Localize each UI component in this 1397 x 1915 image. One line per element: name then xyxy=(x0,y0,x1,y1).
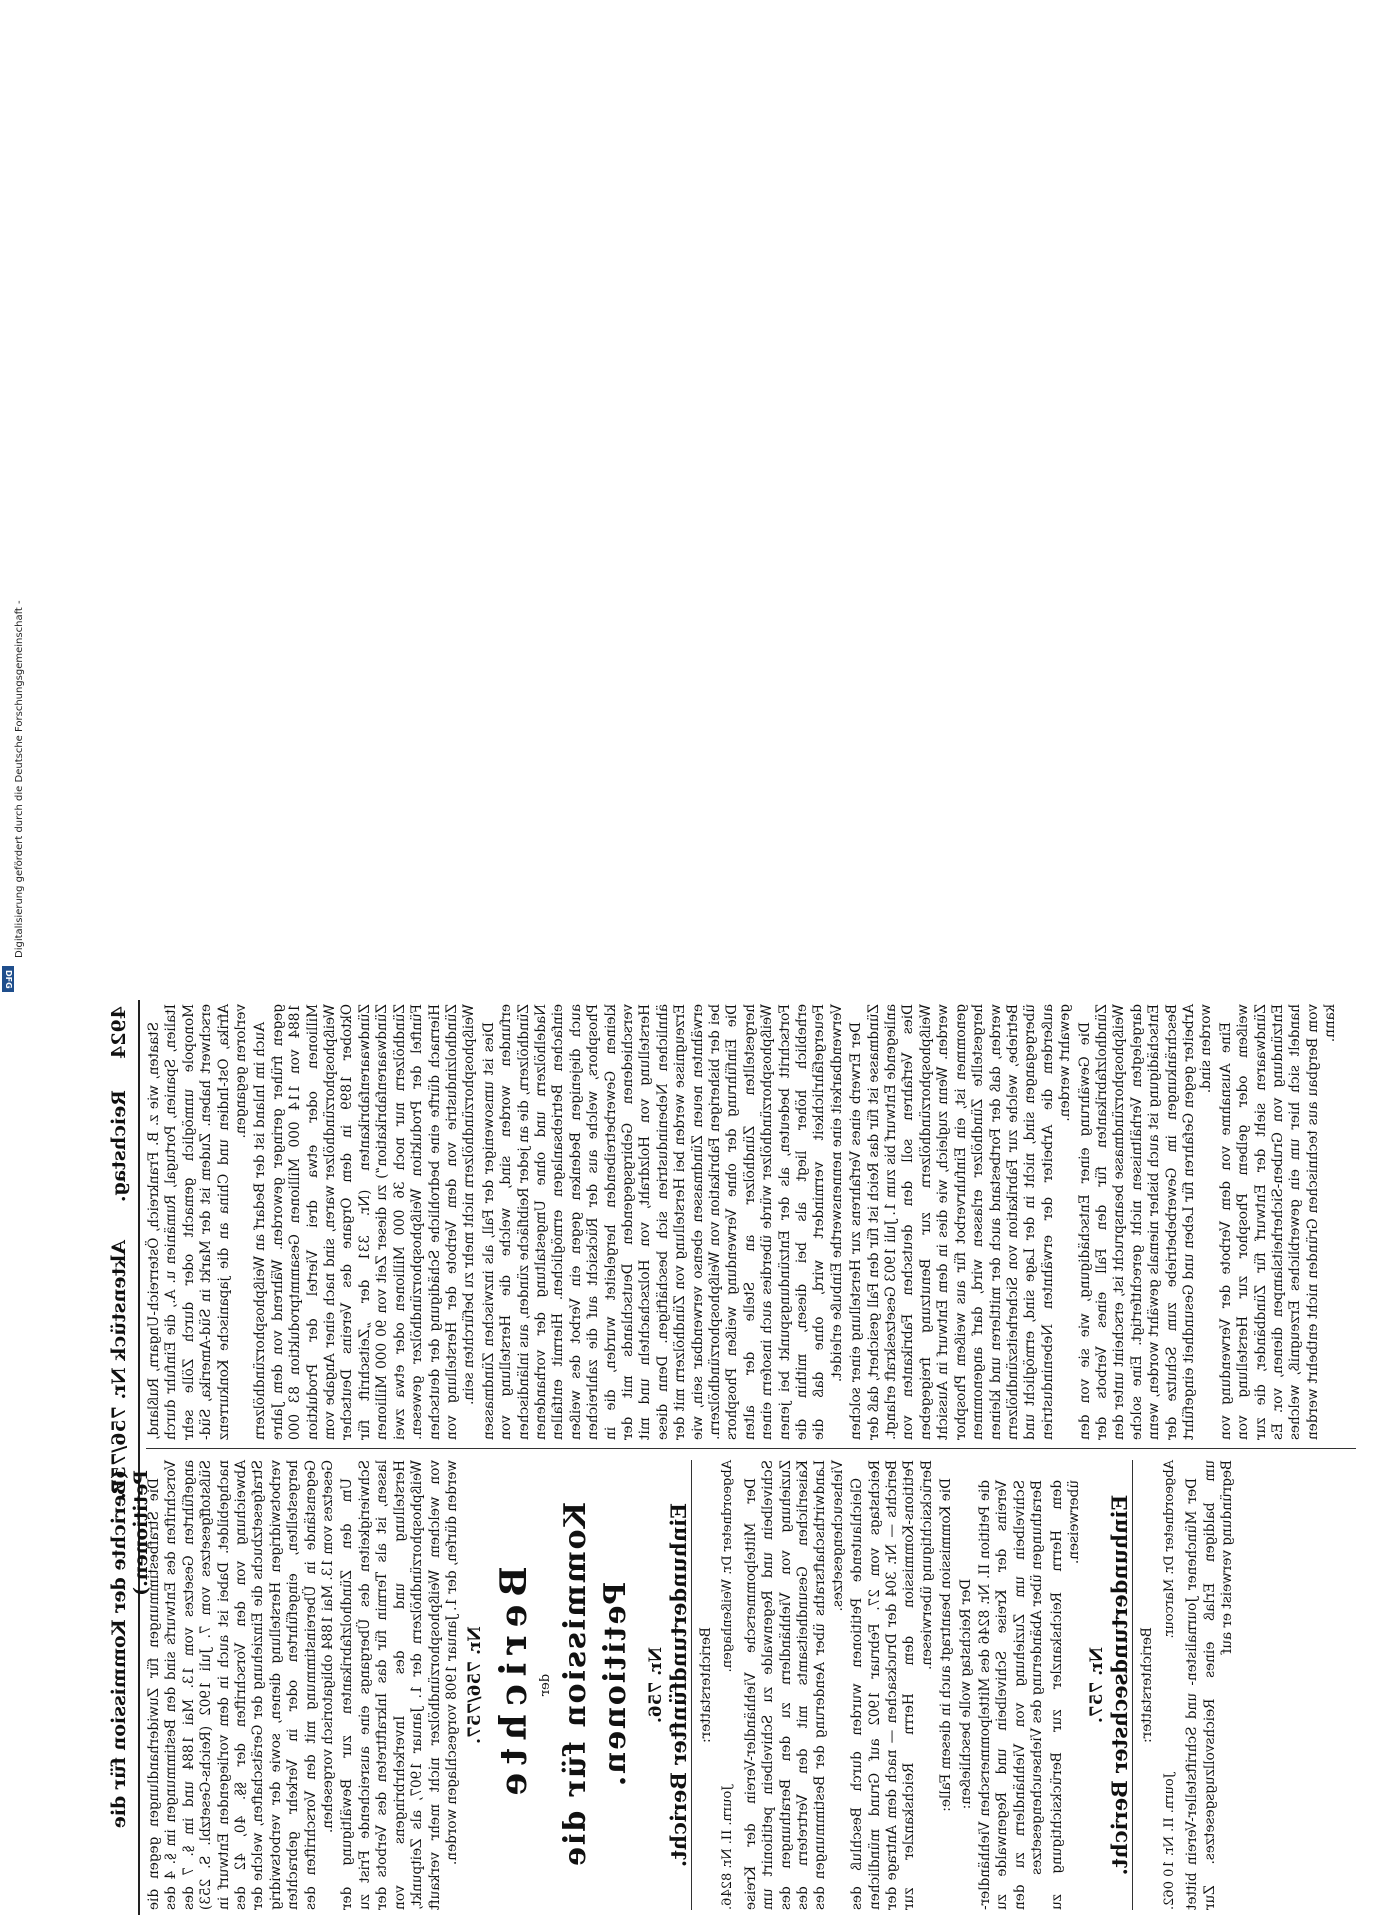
paragraph: die Petition II. Nr. 8246 des Mittelpommerschen Viehhändler-Vereins der Kreise Schivelbein und Regenwalde zu Schivelbein um Zuziehung von Viehhändlern zu den Berathungen über Abänderung des Viehseuchengesetzes xyxy=(977,1480,1046,1910)
paragraph: Gleichlautende Petitionen wurden durch Beschluß des Reichstags vom 27. Februar 1902 auf Grund mündlichen Berichts — Nr. 304 der Drucksachen — nach dem Antrage der Petitions-Kommission dem Herrn Reichskanzler zur Berücksichtigung überwiesen. xyxy=(849,1460,935,1910)
report-nr: Nr. 757. xyxy=(1087,1646,1108,1724)
report-meta xyxy=(719,1460,736,1910)
section-title: Reichstag. xyxy=(108,1090,130,1203)
paragraph: Die Kommission beantragt auch in diesem Falle: xyxy=(938,1478,955,1812)
report-title: Einhundertundfünfter Bericht. xyxy=(670,1460,692,1910)
reporter-name: Abgeordneter Dr. Marcour. xyxy=(1161,1460,1177,1639)
page-header xyxy=(102,1000,152,1915)
document-nr-heading: Nr. 756/757. xyxy=(465,1626,486,1744)
header-title: (Berichte der Kommission für die Petitionen.) xyxy=(108,1470,152,1829)
right-column xyxy=(146,1460,1238,1910)
page-number: 4924 xyxy=(108,1006,130,1059)
paragraph: Die Gewährung einer Entschädigung, wie sie von den Zündholzfabrikanten für den Fall eines Verbots der Weißphosphorzündmasse beansprucht ist, erscheint unter den dargelegten Verhältnissen nicht gerechtfertigt. Eine solche Entschädigung ist auch bisher niemals gewährt worden, wenn Beschränkungen im Gewerbebetriebe zum Schutze der Arbeiter gegen Gefahren für Leben und Gesundheit eingeführt worden sind. xyxy=(1076,1004,1215,1440)
reporter-label: Berichterstatter: xyxy=(1139,1627,1156,1743)
paragraph: dem Herrn Reichskanzler zur Berücksichtigung zu überweisen. xyxy=(1048,1480,1083,1910)
dfg-logo: DFG xyxy=(2,966,14,992)
paragraph: Staaten, wie z. B. Frankreich, Österreich-Ungarn, Rußland, Italien, Spanien, Portugal, Rumänien u. A., die Einfuhr durch Monopole unmöglich gemacht oder durch Zölle sehr erschwert haben. Zudem ist der Markt in Süd-Amerika, Süd-Afrika, Ost-Indien und China an die japanische Konkurrenz verloren gegangen. xyxy=(146,1004,250,1440)
report-nr: Nr. 756. xyxy=(646,1646,667,1724)
paragraph: Der Erwerb eines Verfahrens zur Herstellung einer solchen Zündmasse ist für das Reich ist für den Fall gesichert, daß der anliegende Entwurf bis zum 1. Juli 1903 Gesetzeskraft erlangt. Dies Verfahren soll den deutschen Fabrikanten von Weißphosphorzündhölzern zur Benutzung freigegeben werden. Wenn zugleich, wie dies in dem Entwurf in Aussicht genommen ist, ein Einfuhrverbot für aus weißem Phosphor hergestellte Zündhölzer erlassen wird, darf angenommen werden, daß der Fortbestand auch der mittleren und kleinen Betriebe, welche zur Fabrikation von Sicherheitszündhölzern übergegangen sind, nicht in der Lage sind, ermöglicht und außerdem die Arbeiter der erwähnten Nebenindustrien gewahrt werden. xyxy=(848,1004,1074,1440)
document-number: Aktenstück Nr. 756/757. xyxy=(108,1240,130,1499)
paragraph: Die Strafbestimmungen für Zuwiderhandlungen gegen die Vorschriften des Entwurfs sind den Bestimmungen im §. 4 des angeführten Gesetzes vom 13. Mai 1884 und im §. 7 des Süßstoffgesetzes vom 7. Juli 1902 (Reichs-Gesetzbl. S. 253) nachgebildet. Dabei ist auch in dem vorliegenden Entwurf in Abweichung von den Vorschriften der §§. 40, 42 des Strafgesetzbuchs die Einziehung der Gerätschaften, welche der verbotswidrigen Herstellung dienen, sowie der verbotswidrig hergestellten, eingeführten oder in Verkehr gebrachten Gegenstände in Übereinstimmung mit den Vorschriften des Gesetzes vom 13. Mai 1884 obligatorisch vorgesehen. xyxy=(146,1460,337,1910)
journal-number: Journ. II. Nr. 10 062. xyxy=(1161,1773,1177,1910)
paragraph: Auch im Inland ist der Bedarf an Weißphosphorzündhölzern gegen früher geringer geworden. Während von dem Jahre 1884 von 114 000 Millionen Gesammtproduktion 83 000 Millionen oder etwa drei Viertel der Produktion Weißphosphorzündhölzer waren, sind nach einer Angabe vom Oktober 1899 in dem Organe des Vereins Deutscher Zündwaarenfabrikanten (Nr. 331 der „Zeitschrift für Zündwaarenfabrikation“) zu dieser Zeit von 90 000 Millionen Zündhölzern nur noch 36 000 Millionen oder etwa zwei Fünftel der Produktion Weißphosphorzündhölzer gewesen. Hiernach dürfte eine bedrohliche Schädigung der deutschen Zündholzindustrie von dem Verbote der Herstellung von Weißphosphorzündhölzern nicht mehr zu befürchten sein. xyxy=(252,1004,478,1440)
report-meta xyxy=(1161,1460,1178,1910)
der-label: der xyxy=(537,1673,553,1697)
report-title: Einhundertundsechster Bericht. xyxy=(1111,1460,1133,1910)
kommission-title: Kommission für die Petitionen. xyxy=(558,1501,634,1869)
column-divider xyxy=(146,1448,1356,1449)
paragraph: Dies ist umsoweniger der Fall, als inzwischen Zündmassen erfunden worden sind, welche die Herstellung von Zündhölzern, die an jeder Reibfläche zünden, aus inländischen Nadelhölzern und ohne Umgestaltung der vorhandenen einfachen Betriebsanlagen ermöglichen. Hiermit entfallen auch diejenigen Bedenken gegen ein Verbot des weißen Phosphors, welche aus der Rücksicht auf die zahlreichen kleinen Gewerbetreibenden hergeleitet wurden, die in verschiedenen Gebirgsgegenden Deutschlands mit der Herstellung von Holzdraht, von Holzschachteln und mit ähnlichen Nebenindustrien sich beschäftigen. Denn diese Erzeugnisse werden bei Herstellung von Zündhölzern mit der erwähnten neuen Zündmassen ebenso verwendbar sein, wie bei der bisherigen Fabrikation von Weißphosphorzündhölzern. Die Einführung der ohne Verwendung weißen Phosphors hergestellten Zündhölzer an Stelle der alten Weißphosphorzündhölzer würde überdies auch insofern einen Fortschritt bedeuten, als der Entzündungspunkt bei jenen erheblich höher liegt als bei diesen, mithin die Feuergefährlichkeit vermindert wird, ohne daß die Verwendbarkeit eine nennenswerthe Einbuße erleidet. xyxy=(480,1004,845,1440)
paragraph: Um den Zündholzfabrikanten zur Bewältigung der Schwierigkeiten des Übergangs eine ausreichende Frist zu lassen, ist als Termin für das Inkrafttreten des Verbots der Herstellung und des Inverkehrbringens von Weißphosphorzündhölzern der 1. Januar 1907, als Zeitpunkt, von welchem Weißphosphorzündhölzer nicht mehr verkauft werden dürfen, der 1. Januar 1908 vorgeschlagen worden. xyxy=(339,1460,460,1910)
paragraph: Eine Ausnahme von dem Verbote der Verwendung von weißem oder gelbem Phosphor zur Herstellung von Zündwaaren sieht der Entwurf für Zündbänder, die zur Entzündung von Gruben-Sicherheitslampen dienen, vor. Es handelt sich hier um ein gewerbliches Erzeugniß, welches vom Bergbau aus technischen Gründen nicht entbehrt werden kann. xyxy=(1217,1004,1339,1440)
paragraph: Der Münchener Journalisten- und Schriftsteller-Verein bittet um baldigen Erlaß eines Reichsvollzugsgesetzes. Zur Begründung verweist er auf xyxy=(1184,1460,1235,1910)
digitization-note: Digitalisierung gefördert durch die Deutsche Forschungsgemeinschaft - xyxy=(14,600,25,958)
digitization-strip xyxy=(0,0,25,1000)
paragraph: Der Mittelpommersche Viehhändler-Verein der Kreise Schivelbein und Regenwalde zu Schivelbein petitionirt um Zuziehung von Viehhändlern zu den Berathungen des Kaiserlichen Gesundheitsamts mit den Vertretern des Landwirthschaftsraths über Aenderung der Bestimmungen des Viehseuchengesetzes. xyxy=(742,1460,846,1910)
paragraph: Der Reichstag wolle beschließen: xyxy=(957,1578,974,1810)
left-column xyxy=(146,1004,1342,1440)
reporter-name: Abgeordneter Dr. Weißenhagen. xyxy=(720,1460,736,1673)
journal-number: Journ. II. Nr. 8246. xyxy=(720,1785,736,1910)
reporter-label: Berichterstatter: xyxy=(697,1627,714,1743)
newspaper-page xyxy=(102,1000,1362,1915)
berichte-title: Berichte xyxy=(492,1566,535,1804)
